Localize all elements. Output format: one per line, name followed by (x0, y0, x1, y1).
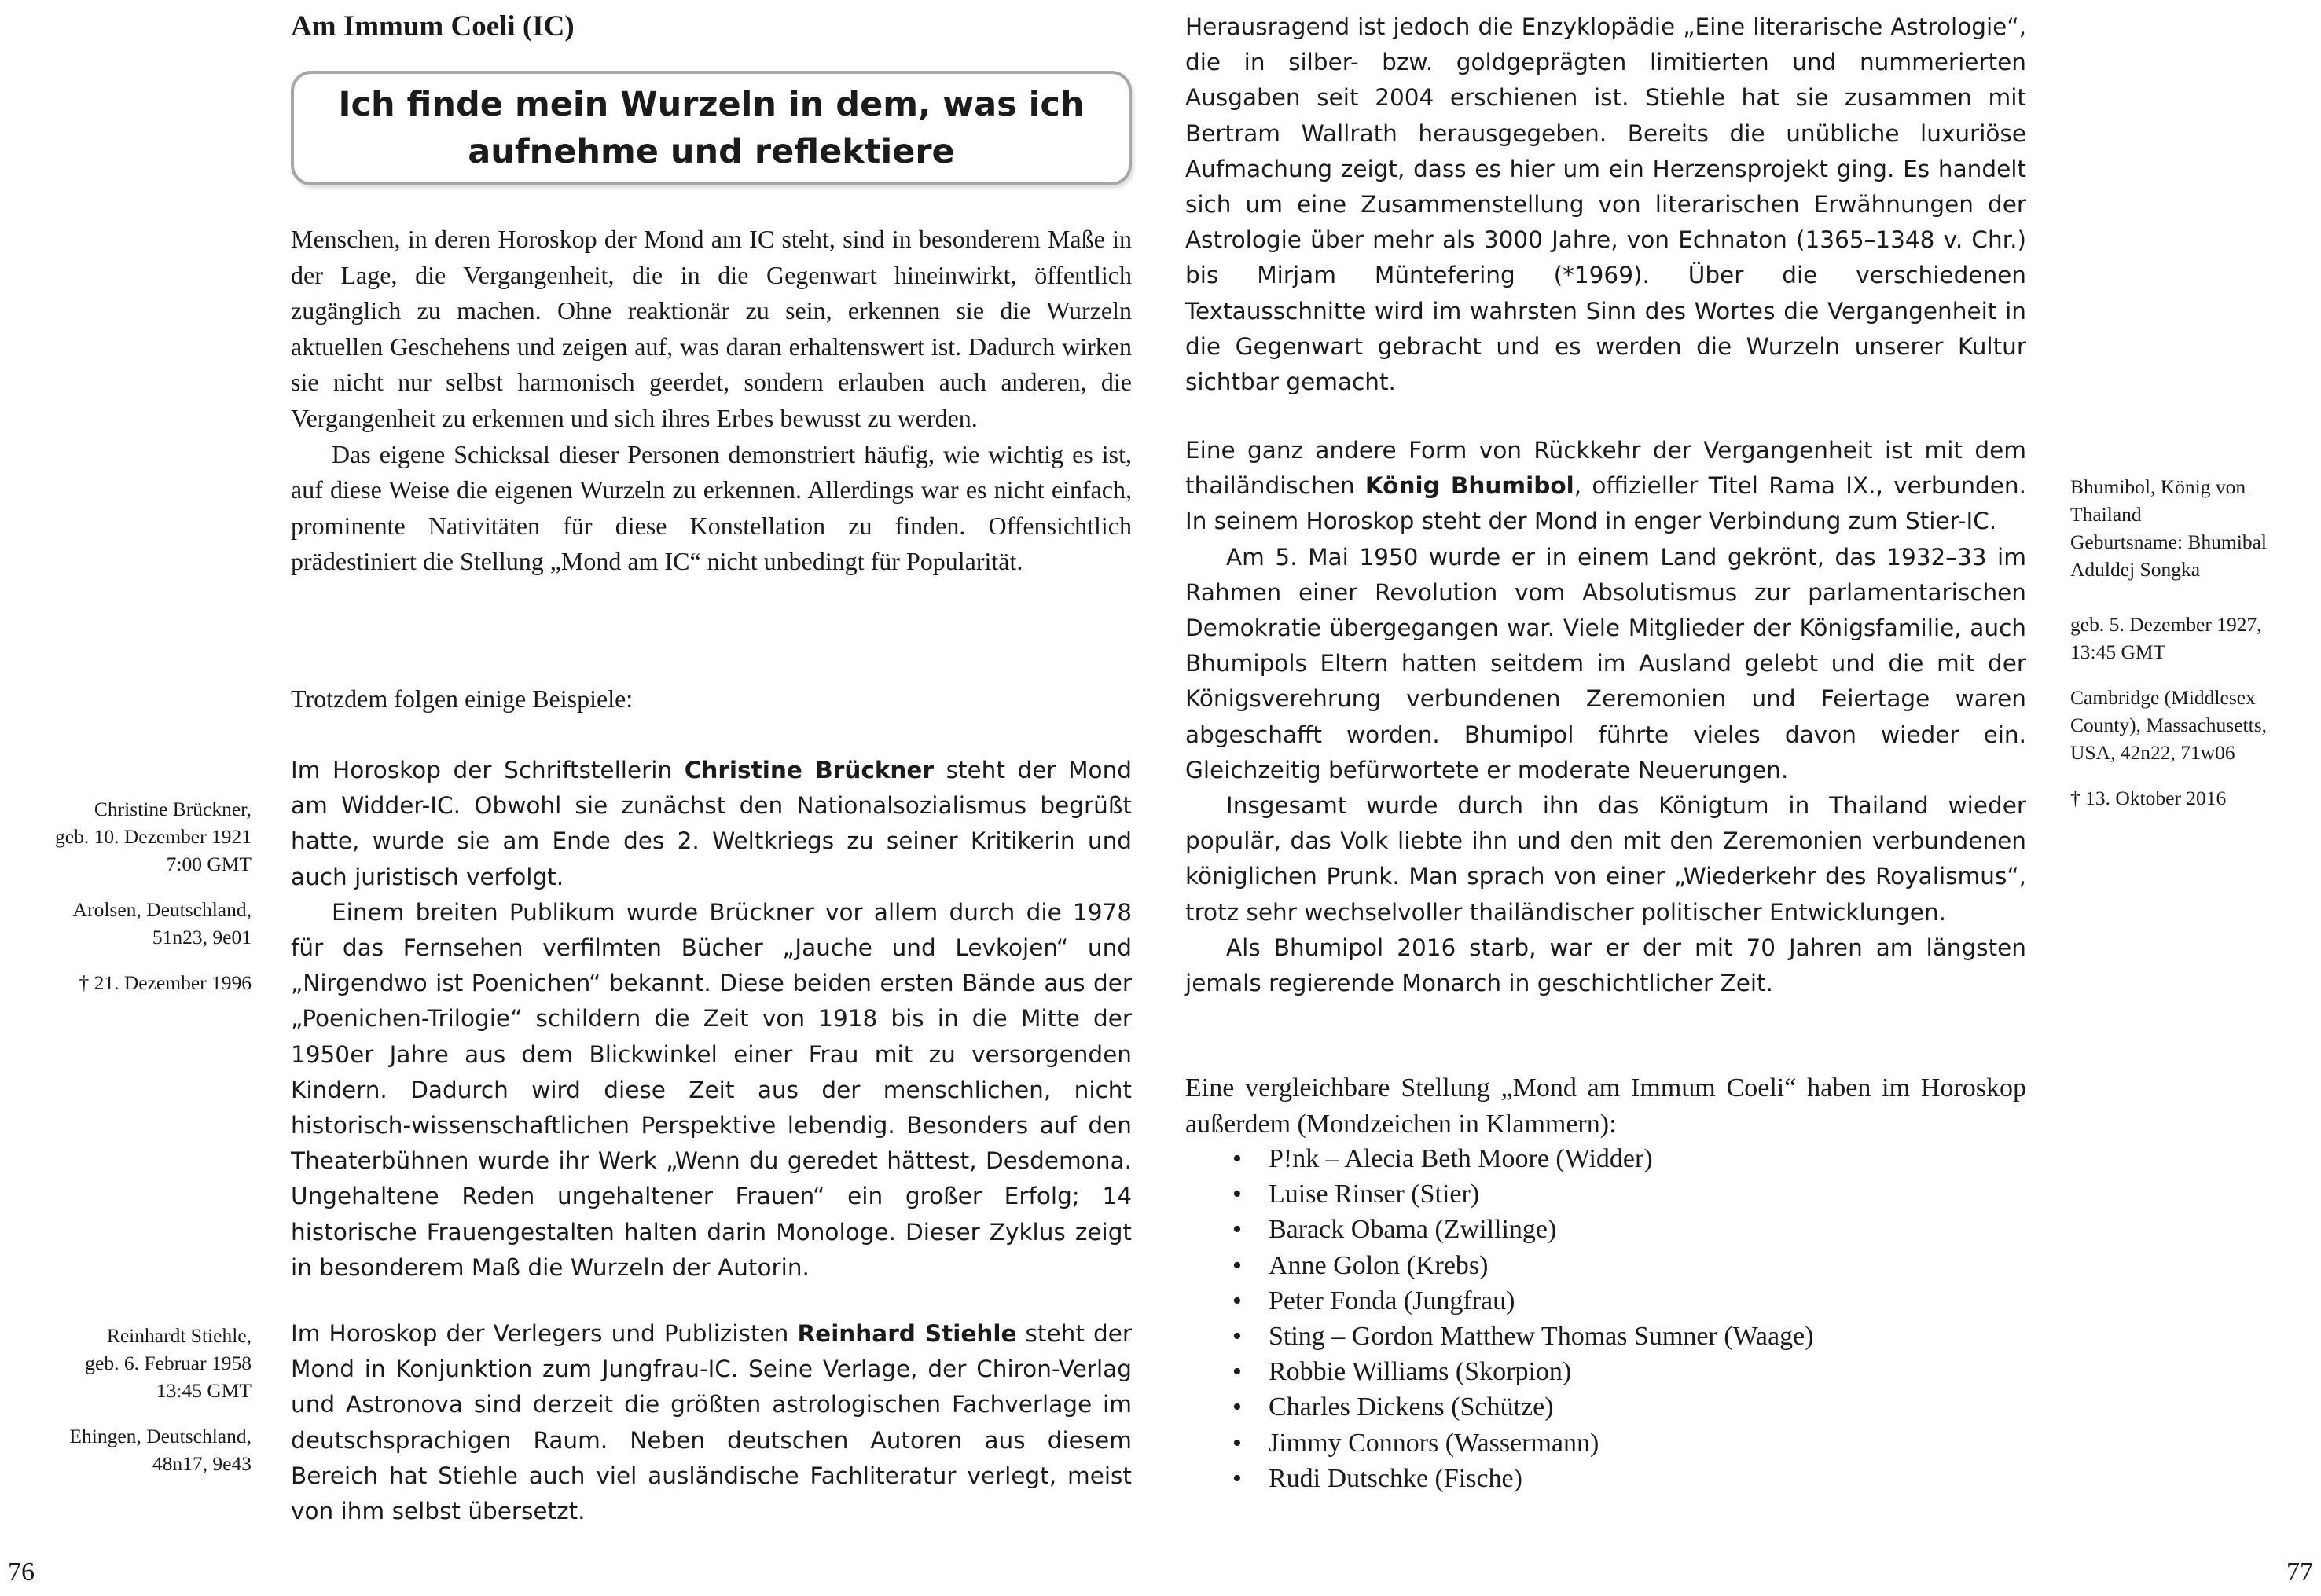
intro-paragraph-1: Menschen, in deren Horoskop der Mond am IC steht, sind in besonderem Maße in der Lage, die Vergangenheit, die in die Gegenwart hineinwirkt, öffentlich zugänglich zu machen. Ohne reaktionär zu sein, erkennen sie die Wurzeln aktuellen Geschehens und zeigen auf, was daran erhaltenswert ist. Dadurch wirken sie nicht nur selbst harmonisch geerdet, sondern erlauben auch anderen, die Vergangenheit zu erkennen und sich ihres Erbes bewusst zu werden. (291, 225, 1132, 432)
headline-box (291, 71, 1132, 185)
note-line: 48n17, 9e43 (152, 1452, 252, 1475)
margin-note-brueckner (16, 795, 252, 996)
margin-note-stiehle (16, 1322, 252, 1477)
list-item: • P!nk – Alecia Beth Moore (Widder) (1185, 1141, 1814, 1176)
list-item: • Rudi Dutschke (Fische) (1185, 1461, 1814, 1496)
stiehle-section (291, 1316, 1132, 1529)
note-line: † 21. Dezember 1996 (79, 971, 252, 994)
note-line: 7:00 GMT (166, 853, 252, 875)
note-line: † 13. Oktober 2016 (2070, 787, 2227, 809)
page-number-right: 77 (2286, 1557, 2313, 1587)
note-line: Ehingen, Deutschland, (69, 1425, 252, 1447)
note-line: geb. 10. Dezember 1921 (55, 825, 252, 848)
brueckner-name: Christine Brückner (684, 757, 934, 783)
list-item: • Barack Obama (Zwillinge) (1185, 1212, 1814, 1247)
note-line: Reinhardt Stiehle, (106, 1324, 252, 1347)
bhumibol-paragraph-3: Insgesamt wurde durch ihn das Königtum in Thailand wieder populär, das Volk liebte ihn und den mit den Zeremonien verbundenen königlichen Prunk. Man sprach von einer „Wiederkehr des Royalismus“, trotz sehr wechselvoller thailändischer politischer Entwicklungen. (1185, 792, 2026, 926)
list-item: • Peter Fonda (Jungfrau) (1185, 1283, 1814, 1319)
list-item: • Robbie Williams (Skorpion) (1185, 1354, 1814, 1389)
note-line: Cambridge (Middlesex (2070, 686, 2256, 709)
list-item: • Anne Golon (Krebs) (1185, 1248, 1814, 1283)
note-line: Geburtsname: Bhumibal (2070, 530, 2267, 553)
note-line: Thailand (2070, 503, 2142, 526)
list-item: • Sting – Gordon Matthew Thomas Sumner (Waage) (1185, 1319, 1814, 1354)
bhumibol-paragraph-1: Eine ganz andere Form von Rückkehr der Vergangenheit ist mit dem thailändischen König Bhumibol, offizieller Titel Rama IX., verbunden. In seinem Horoskop steht der Mond in enger Verbindung zum Stier-IC. (1185, 437, 2026, 535)
list-item: • Luise Rinser (Stier) (1185, 1176, 1814, 1212)
chapter-headline (338, 81, 1084, 175)
encyclopedia-section (1185, 9, 2026, 400)
note-line: Christine Brückner, (94, 798, 252, 820)
intro-paragraph-2: Das eigene Schicksal dieser Personen demonstriert häufig, wie wichtig es ist, auf diese Weise die eigenen Wurzeln zu erkennen. Allerdings war es nicht einfach, prominente Nativitäten für diese Konstellation zu finden. Offensichtlich prädestiniert die Stellung „Mond am IC“ nicht unbedingt für Popularität. (291, 439, 1132, 576)
margin-note-bhumibol (2070, 473, 2314, 812)
section-heading: Am Immum Coeli (IC) (291, 10, 575, 42)
note-line: County), Massachusetts, (2070, 714, 2268, 736)
brueckner-section (291, 753, 1132, 1286)
example-list (1185, 1141, 1814, 1496)
page-number-left: 76 (8, 1557, 35, 1587)
headline-line-1: Ich finde mein Wurzeln in dem, was ich (338, 85, 1085, 124)
note-line: 13:45 GMT (2070, 640, 2166, 663)
note-line: USA, 42n22, 71w06 (2070, 741, 2235, 764)
intro-paragraph-3: Trotzdem folgen einige Beispiele: (291, 684, 634, 713)
stiehle-name: Reinhard Stiehle (797, 1320, 1017, 1347)
list-item: • Charles Dickens (Schütze) (1185, 1389, 1814, 1425)
bhumibol-paragraph-2: Am 5. Mai 1950 wurde er in einem Land gekrönt, das 1932–33 im Rahmen einer Revolution vom Absolutismus zur parlamentarischen Demokratie übergegangen war. Viele Mitglieder der Königsfamilie, auch Bhumipols Eltern hatten seitdem im Ausland gelebt und die mit der Königsverehrung verbundenen Zeremonien und Feiertage waren abgeschafft worden. Bhumipol führte vieles davon wieder ein. Gleichzeitig befürwortete er moderate Neuerungen. (1185, 543, 2026, 783)
note-line: Arolsen, Deutschland, (72, 898, 252, 921)
list-intro (1185, 1070, 2026, 1142)
intro-section (291, 222, 1132, 580)
brueckner-paragraph-1: Im Horoskop der Schriftstellerin Christine Brückner steht der Mond am Widder-IC. Obwohl sie zunächst den Nationalsozialismus begrüßt hatte, wurde sie am Ende des 2. Weltkriegs zu seiner Kritikerin und auch juristisch verfolgt. (291, 757, 1132, 890)
bhumibol-paragraph-4: Als Bhumipol 2016 starb, war er der mit 70 Jahren am längsten jemals regierende Monarch in geschichtlicher Zeit. (1185, 934, 2026, 997)
bhumibol-section (1185, 433, 2026, 1001)
list-intro-paragraph: Eine vergleichbare Stellung „Mond am Immum Coeli“ haben im Horoskop außerdem (Mondzeichen in Klammern): (1185, 1073, 2026, 1139)
note-line: 51n23, 9e01 (152, 926, 252, 948)
encyclopedia-paragraph: Herausragend ist jedoch die Enzyklopädie „Eine literarische Astrologie“, die in silber- bzw. goldgeprägten limitierten und nummerierten Ausgaben seit 2004 erschienen ist. Stiehle hat sie zusammen mit Bertram Wallrath herausgegeben. Bereits die unübliche luxuriöse Aufmachung zeigt, dass es hier um ein Herzensprojekt ging. Es handelt sich um eine Zusammenstellung von literarischen Erwähnungen der Astrologie über mehr als 3000 Jahre, von Echnaton (1365–1348 v. Chr.) bis Mirjam Müntefering (*1969). Über die verschiedenen Textausschnitte wird im wahrsten Sinn des Wortes die Vergangenheit in die Gegenwart gebracht und es werden die Wurzeln unserer Kultur sichtbar gemacht. (1185, 13, 2026, 396)
note-line: Bhumibol, König von (2070, 475, 2246, 498)
brueckner-paragraph-2: Einem breiten Publikum wurde Brückner vor allem durch die 1978 für das Fernsehen verfilmten Bücher „Jauche und Levkojen“ und „Nirgendwo ist Poenichen“ bekannt. Diese beiden ersten Bände aus der „Poenichen-Trilogie“ schildern die Zeit von 1918 bis in die Mitte der 1950er Jahre aus dem Blickwinkel einer Frau mit zu versorgenden Kindern. Dadurch wird diese Zeit aus der menschlichen, nicht historisch-wissenschaftlichen Perspektive lebendig. Besonders auf den Theaterbühnen wurde ihr Werk „Wenn du geredet hättest, Desdemona. Ungehaltene Reden ungehaltener Frauen“ ein großer Erfolg; 14 historische Frauengestalten halten darin Monologe. Dieser Zyklus zeigt in besonderem Maß die Wurzeln der Autorin. (291, 898, 1132, 1281)
note-line: Aduldej Songka (2070, 558, 2201, 581)
list-item: • Jimmy Connors (Wassermann) (1185, 1425, 1814, 1461)
headline-line-2: aufnehme und reflektiere (468, 132, 955, 171)
note-line: geb. 6. Februar 1958 (85, 1352, 252, 1374)
stiehle-paragraph-1: Im Horoskop der Verlegers und Publizisten Reinhard Stiehle steht der Mond in Konjunktion zum Jungfrau-IC. Seine Verlage, der Chiron-Verlag und Astronova sind derzeit die größten astrologischen Fachverlage im deutschsprachigen Raum. Neben deutschen Autoren aus diesem Bereich hat Stiehle auch viel ausländische Fachliteratur verlegt, meist von ihm selbst übersetzt. (291, 1320, 1132, 1525)
bhumibol-name: König Bhumibol (1364, 472, 1574, 500)
note-line: geb. 5. Dezember 1927, (2070, 613, 2262, 636)
note-line: 13:45 GMT (156, 1379, 252, 1402)
